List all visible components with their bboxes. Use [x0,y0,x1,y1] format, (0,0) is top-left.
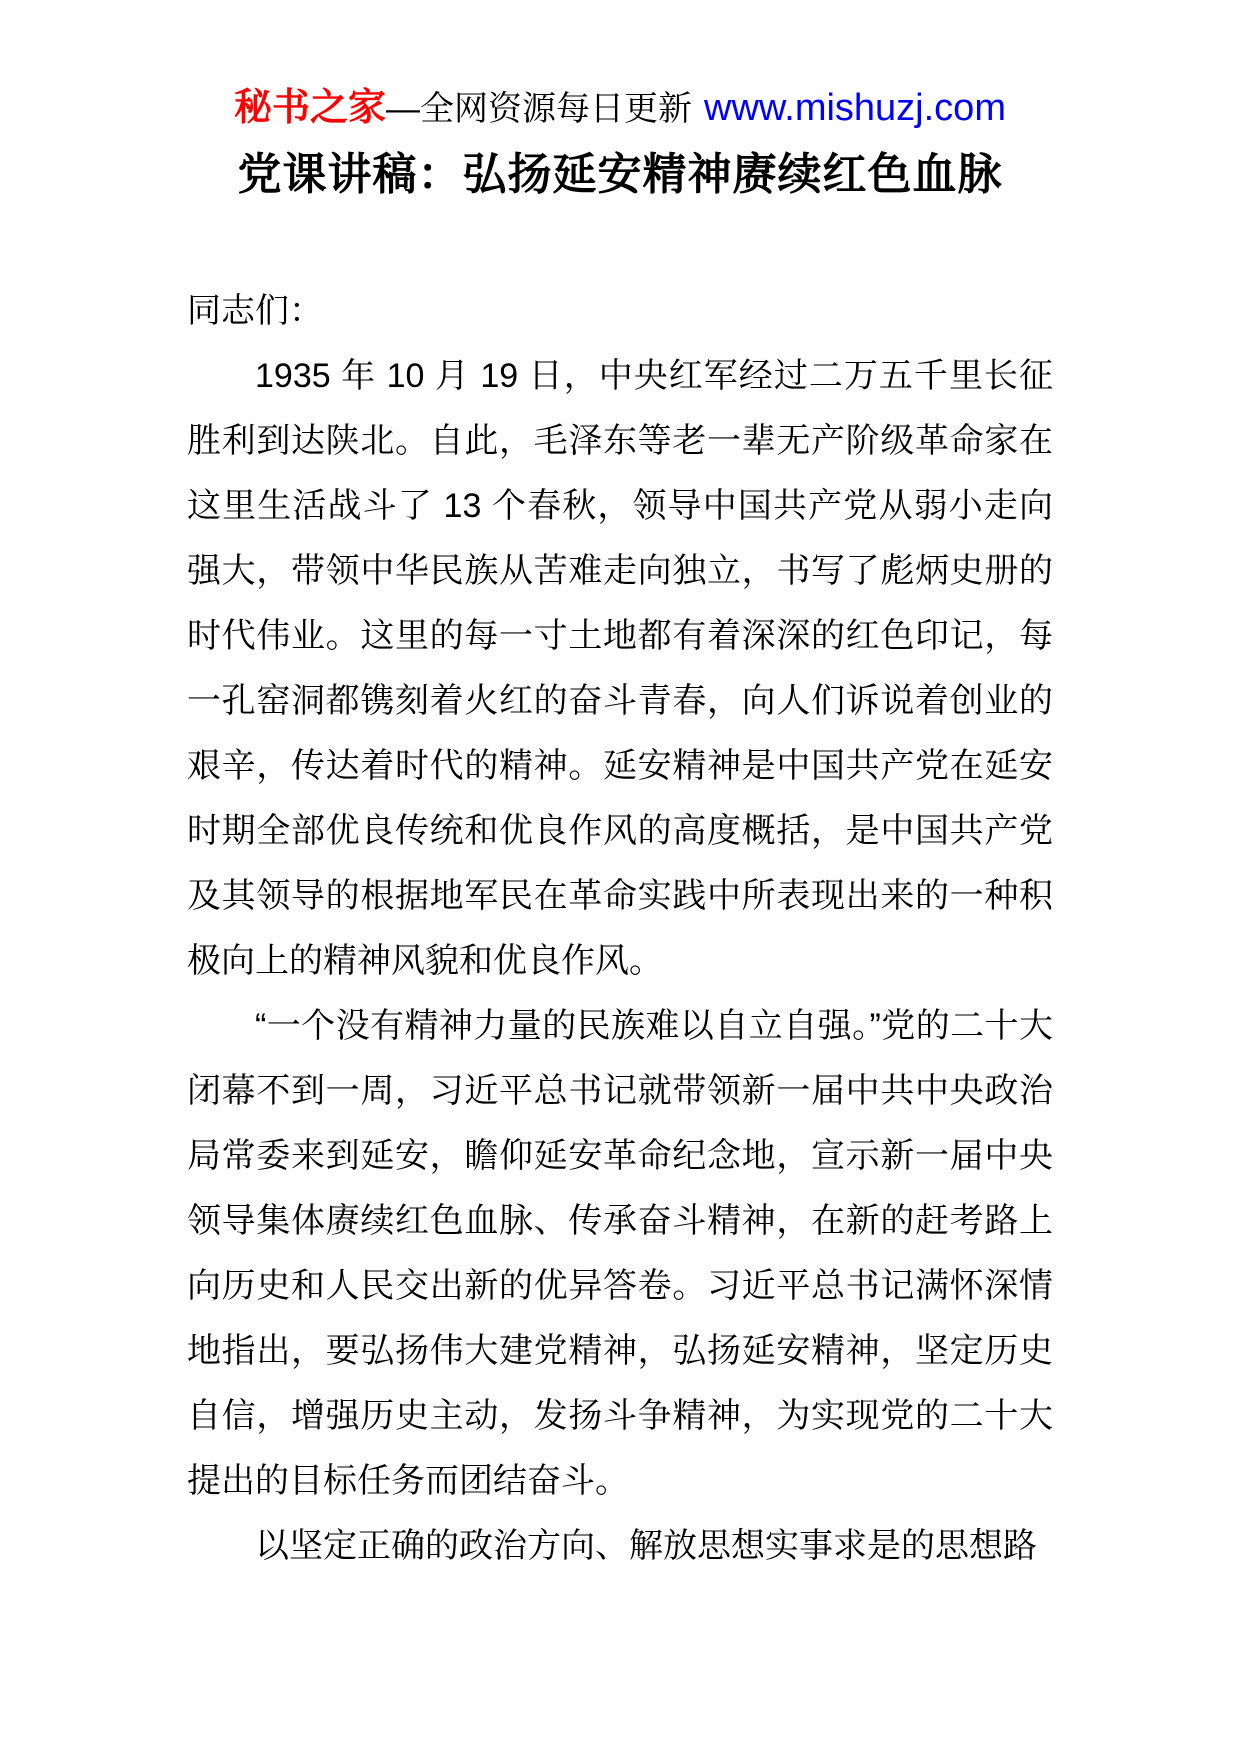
document-body [187,279,1053,1579]
header-dash: — [386,90,421,128]
salutation: 同志们： [187,292,323,330]
paragraph: “一个没有精神力量的民族难以自立自强。”党的二十大闭幕不到一周，习近平总书记就带领新一届中共中央政治局常委来到延安，瞻仰延安革命纪念地，宣示新一届中央领导集体赓续红色血脉、传承奋斗精神，在新的赶考路上向历史和人民交出新的优异答卷。习近平总书记满怀深情地指出，要弘扬伟大建党精神，弘扬延安精神，坚定历史自信，增强历史主动，发扬斗争精神，为实现党的二十大提出的目标任务而团结奋斗。 [187,1007,1053,1500]
paragraph: 以坚定正确的政治方向、解放思想实事求是的思想路 [255,1527,1037,1565]
site-name: 秘书之家 [234,87,387,129]
document-header [0,0,1240,131]
paragraph: 1935 年 10 月 19 日，中央红军经过二万五千里长征胜利到达陕北。自此，毛泽东等老一辈无产阶级革命家在这里生活战斗了 13 个春秋，领导中国共产党从弱小走向强大，带领中华民族从苦难走向独立，书写了彪炳史册的时代伟业。这里的每一寸土地都有着深深的红色印记，每一孔窑洞都镌刻着火红的奋斗青春，向人们诉说着创业的艰辛，传达着时代的精神。延安精神是中国共产党在延安时期全部优良传统和优良作风的高度概括，是中国共产党及其领导的根据地军民在革命实践中所表现出来的一种积极向上的精神风貌和优良作风。 [187,357,1053,980]
site-url-link[interactable]: www.mishuzj.com [704,87,1006,129]
document-title: 党课讲稿：弘扬延安精神赓续红色血脉 [237,150,1003,199]
header-tagline: 全网资源每日更新 [420,90,693,128]
